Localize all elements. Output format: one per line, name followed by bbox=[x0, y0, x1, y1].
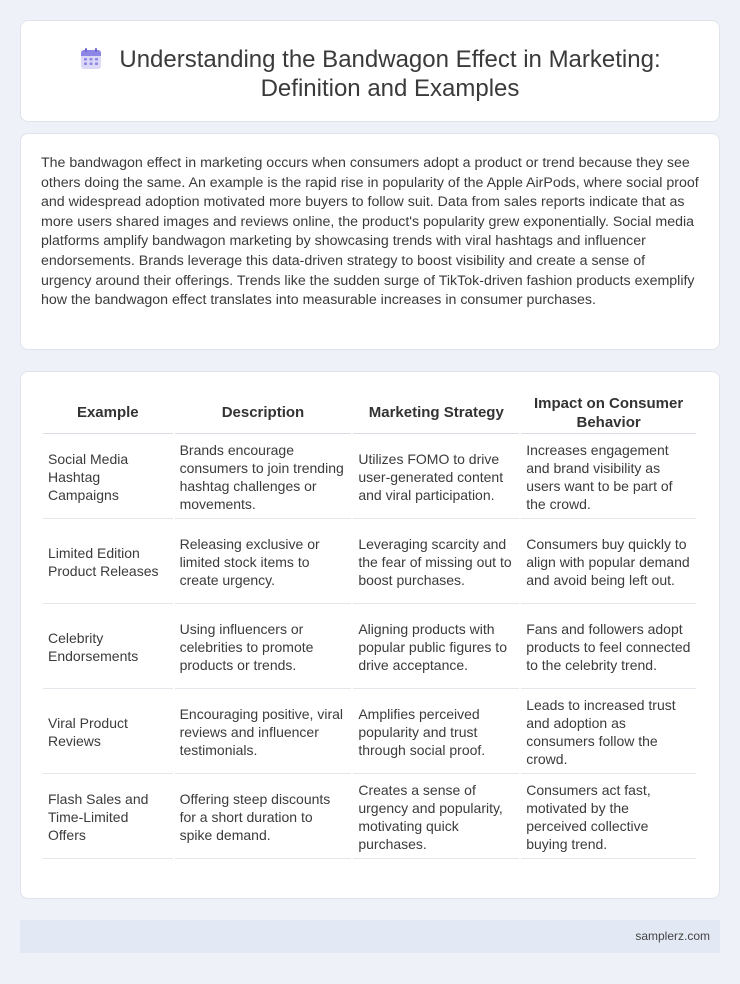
cell-strategy: Aligning products with popular public figures to drive acceptance. bbox=[353, 606, 519, 689]
table-row bbox=[43, 776, 696, 859]
cell-description: Encouraging positive, viral reviews and influencer testimonials. bbox=[175, 691, 352, 774]
cell-example: Social Media Hashtag Campaigns bbox=[43, 436, 173, 519]
table-card bbox=[20, 371, 720, 899]
cell-impact: Consumers buy quickly to align with popular demand and avoid being left out. bbox=[521, 521, 696, 604]
table-row bbox=[43, 691, 696, 774]
cell-strategy: Creates a sense of urgency and popularity, motivating quick purchases. bbox=[353, 776, 519, 859]
cell-impact: Consumers act fast, motivated by the perceived collective buying trend. bbox=[521, 776, 696, 859]
examples-table bbox=[41, 390, 698, 861]
header-description: Description bbox=[175, 392, 352, 434]
intro-paragraph: The bandwagon effect in marketing occurs when consumers adopt a product or trend because they see others doing the same. An example is the rapid rise in popularity of the Apple AirPods, where social proof and widespread adoption motivated more buyers to follow suit. Data from sales reports indicate that as more users shared images and reviews online, the product's popularity grew exponentially. Social media platforms amplify bandwagon marketing by showcasing trends with viral hashtags and influencer endorsements. Brands leverage this data-driven strategy to boost visibility and create a sense of urgency around their offerings. Trends like the sudden surge of TikTok-driven fashion products exemplify how the bandwagon effect translates into measurable increases in consumer purchases. bbox=[41, 155, 699, 309]
cell-example: Limited Edition Product Releases bbox=[43, 521, 173, 604]
cell-strategy: Leveraging scarcity and the fear of missing out to boost purchases. bbox=[353, 521, 519, 604]
footer-bar bbox=[20, 920, 720, 953]
table-header-row bbox=[43, 392, 696, 434]
cell-description: Offering steep discounts for a short duration to spike demand. bbox=[175, 776, 352, 859]
table-row bbox=[43, 521, 696, 604]
header-marketing-strategy: Marketing Strategy bbox=[353, 392, 519, 434]
cell-strategy: Amplifies perceived popularity and trust through social proof. bbox=[353, 691, 519, 774]
page-title: Understanding the Bandwagon Effect in Marketing: Definition and Examples bbox=[119, 46, 661, 102]
footer-site-link[interactable]: samplerz.com bbox=[635, 929, 710, 943]
cell-description: Brands encourage consumers to join trending hashtag challenges or movements. bbox=[175, 436, 352, 519]
table-row bbox=[43, 436, 696, 519]
title-card bbox=[20, 20, 720, 122]
table-row bbox=[43, 606, 696, 689]
cell-impact: Leads to increased trust and adoption as consumers follow the crowd. bbox=[521, 691, 696, 774]
header-example: Example bbox=[43, 392, 173, 434]
cell-description: Using influencers or celebrities to promote products or trends. bbox=[175, 606, 352, 689]
cell-example: Celebrity Endorsements bbox=[43, 606, 173, 689]
cell-impact: Fans and followers adopt products to feel connected to the celebrity trend. bbox=[521, 606, 696, 689]
cell-example: Flash Sales and Time-Limited Offers bbox=[43, 776, 173, 859]
intro-card bbox=[20, 133, 720, 350]
cell-strategy: Utilizes FOMO to drive user-generated content and viral participation. bbox=[353, 436, 519, 519]
cell-example: Viral Product Reviews bbox=[43, 691, 173, 774]
cell-impact: Increases engagement and brand visibility as users want to be part of the crowd. bbox=[521, 436, 696, 519]
header-impact: Impact on Consumer Behavior bbox=[521, 392, 696, 434]
cell-description: Releasing exclusive or limited stock items to create urgency. bbox=[175, 521, 352, 604]
